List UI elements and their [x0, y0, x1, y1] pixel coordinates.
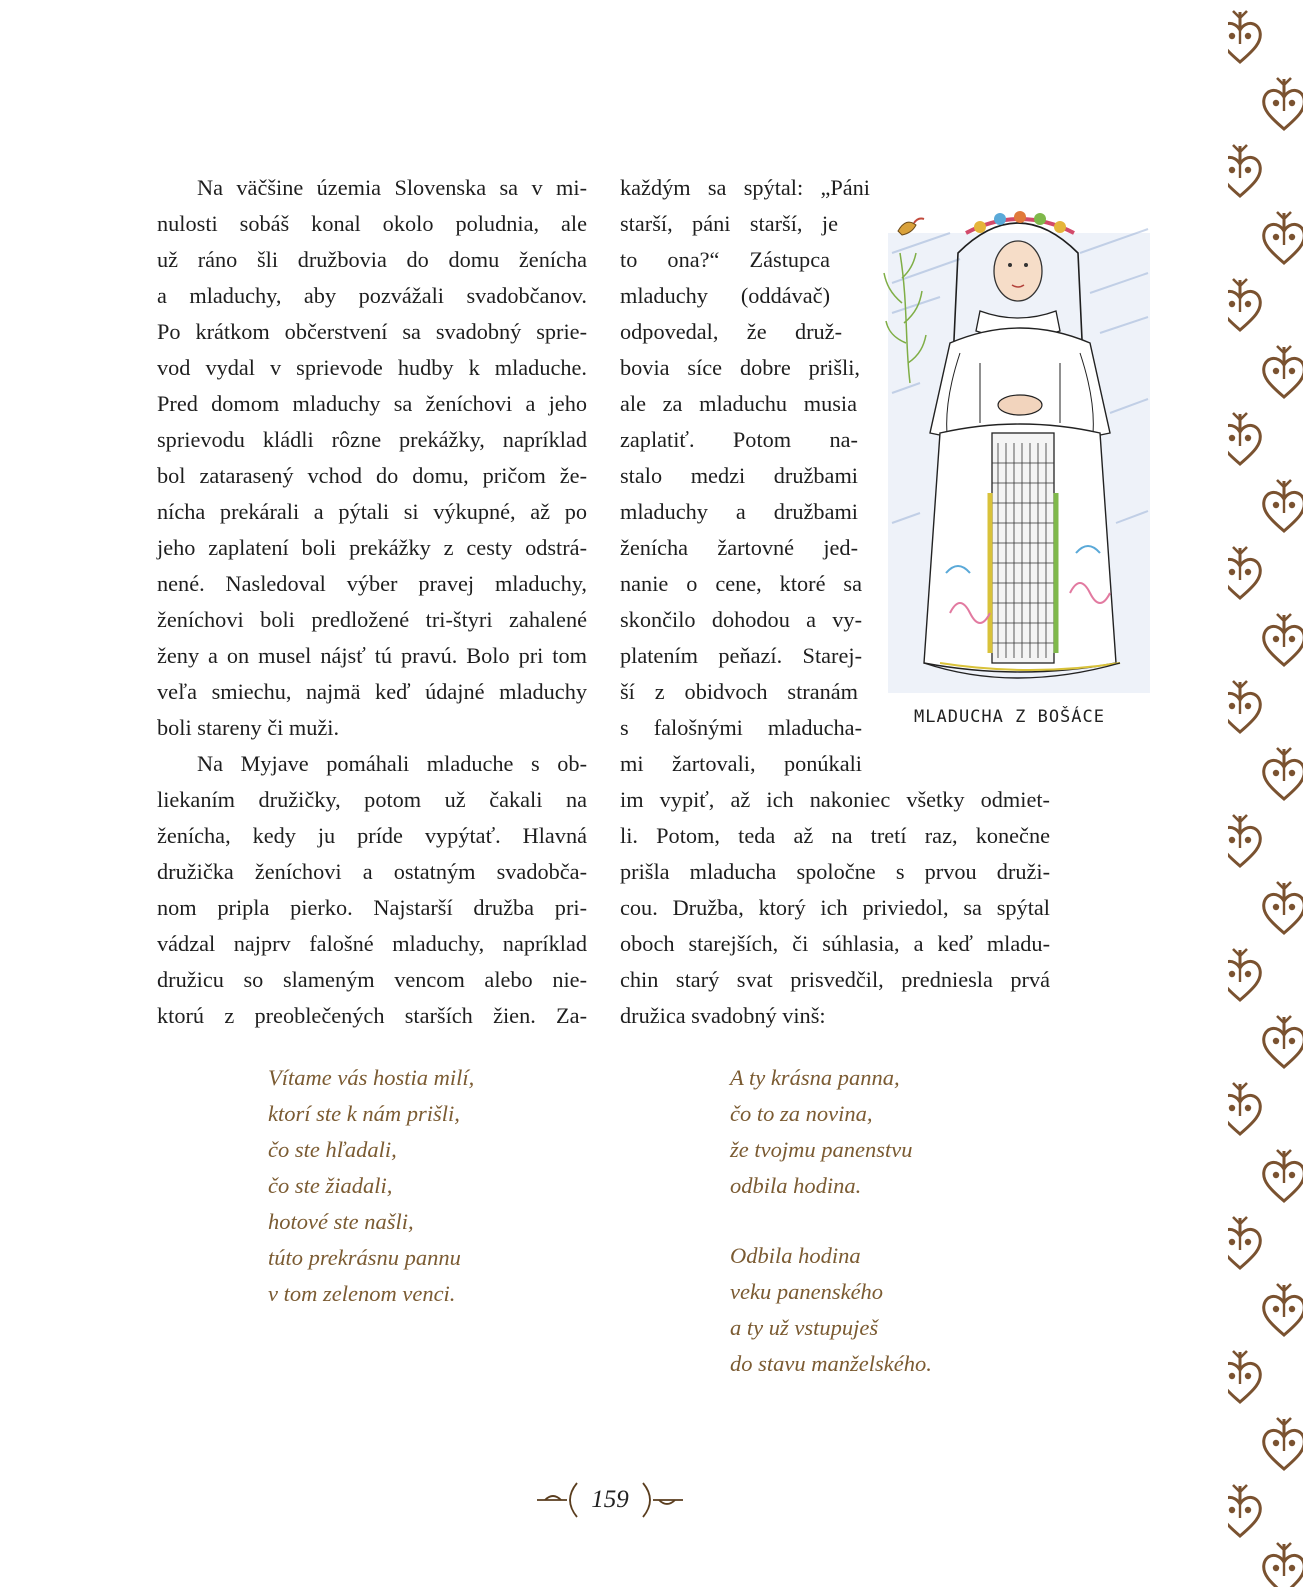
poem-line: čo ste hľadali, — [268, 1137, 397, 1162]
text-line: vod vydal v sprievode hudby k mladuche. — [157, 355, 587, 380]
text-line: nené. Nasledoval výber pravej mladuchy, — [157, 571, 587, 596]
text-line: Pred domom mladuchy sa ženíchovi a jeho — [157, 391, 587, 416]
text-line: prišla mladucha spoločne s prvou druži- — [620, 859, 1050, 884]
poem-line: čo ste žiadali, — [268, 1173, 393, 1198]
text-line: starší, páni starší, je — [620, 211, 838, 236]
text-line: vádzal najprv falošné mladuchy, napríklad — [157, 931, 587, 956]
text-line: nícha prekárali a pýtali si výkupné, až po — [157, 499, 587, 524]
heart-sprig-icon — [1228, 11, 1303, 1587]
poem-line: veku panenského — [730, 1279, 884, 1304]
poem-line: Vítame vás hostia milí, — [268, 1065, 475, 1090]
text-line: platením peňazí. Starej- — [620, 643, 862, 668]
text-line: nom pripla pierko. Najstarší družba pri- — [157, 895, 587, 920]
text-line: nanie o cene, ktoré sa — [620, 571, 862, 596]
text-line: oboch starejších, či súhlasia, a keď mladu- — [620, 931, 1050, 956]
text-line: bol zatarasený vchod do domu, pričom že- — [157, 463, 587, 488]
text-line: Na Myjave pomáhali mladuche s ob- — [197, 751, 587, 776]
poem-line: čo to za novina, — [730, 1101, 873, 1126]
poem-line: odbila hodina. — [730, 1173, 862, 1198]
text-line: odpovedal, že druž- — [620, 319, 842, 344]
text-line: mladuchy (oddávač) — [620, 283, 830, 308]
text-line: liekaním družičky, potom už čakali na — [157, 787, 587, 812]
text-line: stalo medzi družbami — [620, 463, 858, 488]
text-line: li. Potom, teda až na tretí raz, konečne — [620, 823, 1050, 848]
text-line: a mladuchy, aby pozvážali svadobčanov. — [157, 283, 587, 308]
poem-line: ktorí ste k nám prišli, — [268, 1101, 460, 1126]
text-line: skončilo dohodou a vy- — [620, 607, 862, 632]
text-line: družica svadobný vinš: — [620, 1003, 826, 1028]
text-line: zaplatiť. Potom na- — [620, 427, 858, 452]
text-line: Na väčšine územia Slovenska sa v mi- — [197, 175, 587, 200]
text-line: družicu so slameným vencom alebo nie- — [157, 967, 587, 992]
text-line: ší z obidvoch stranám — [620, 679, 858, 704]
text-line: každým sa spýtal: „Páni — [620, 175, 870, 200]
text-line: už ráno šli družbovia do domu ženícha — [157, 247, 587, 272]
text-line: chin starý svat prisvedčil, predniesla prvá — [620, 967, 1050, 992]
text-line: nulosti sobáš konal okolo poludnia, ale — [157, 211, 587, 236]
text-line: ale za mladuchu musia — [620, 391, 857, 416]
text-line: jeho zaplatení boli prekážky z cesty odstrá- — [157, 535, 587, 560]
text-line: ženícha žartovné jed- — [620, 535, 858, 560]
text-line: boli stareny či muži. — [157, 715, 340, 740]
illustration-caption: MLADUCHA Z BOŠÁCE — [914, 707, 1105, 727]
text-line: mi žartovali, ponúkali — [620, 751, 862, 776]
poem-line: v tom zelenom venci. — [268, 1281, 456, 1306]
poem-line: hotové ste našli, — [268, 1209, 414, 1234]
text-line: bovia síce dobre prišli, — [620, 355, 860, 380]
page-number: 159 — [591, 1486, 629, 1513]
text-line: veľa smiechu, najmä keď údajné mladuchy — [157, 679, 587, 704]
poem-line: A ty krásna panna, — [730, 1065, 900, 1090]
text-line: s falošnými mladucha- — [620, 715, 862, 740]
text-line: Po krátkom občerstvení sa svadobný sprie- — [157, 319, 587, 344]
text-line: ženíchovi boli predložené tri-štyri zahalené — [157, 607, 587, 632]
text-line: ženícha, kedy ju príde vypýtať. Hlavná — [157, 823, 587, 848]
bride-illustration — [880, 193, 1158, 738]
text-line: mladuchy a družbami — [620, 499, 858, 524]
text-line: ženy a on musel nájsť tú pravú. Bolo pri tom — [157, 643, 587, 668]
poem-line: túto prekrásnu pannu — [268, 1245, 461, 1270]
poem-line: Odbila hodina — [730, 1243, 861, 1268]
text-line: družička ženíchovi a ostatným svadobča- — [157, 859, 587, 884]
ornament-border — [1228, 0, 1303, 1587]
text-line: sprievodu kládli rôzne prekážky, napríklad — [157, 427, 587, 452]
text-line: ktorú z preoblečených starších žien. Za- — [157, 1003, 587, 1028]
text-line: im vypiť, až ich nakoniec všetky odmiet- — [620, 787, 1050, 812]
poem-line: do stavu manželského. — [730, 1351, 932, 1376]
poem-line: a ty už vstupuješ — [730, 1315, 879, 1340]
poem-line: že tvojmu panenstvu — [730, 1137, 913, 1162]
text-line: to ona?“ Zástupca — [620, 247, 830, 272]
text-line: cou. Družba, ktorý ich priviedol, sa spýtal — [620, 895, 1050, 920]
